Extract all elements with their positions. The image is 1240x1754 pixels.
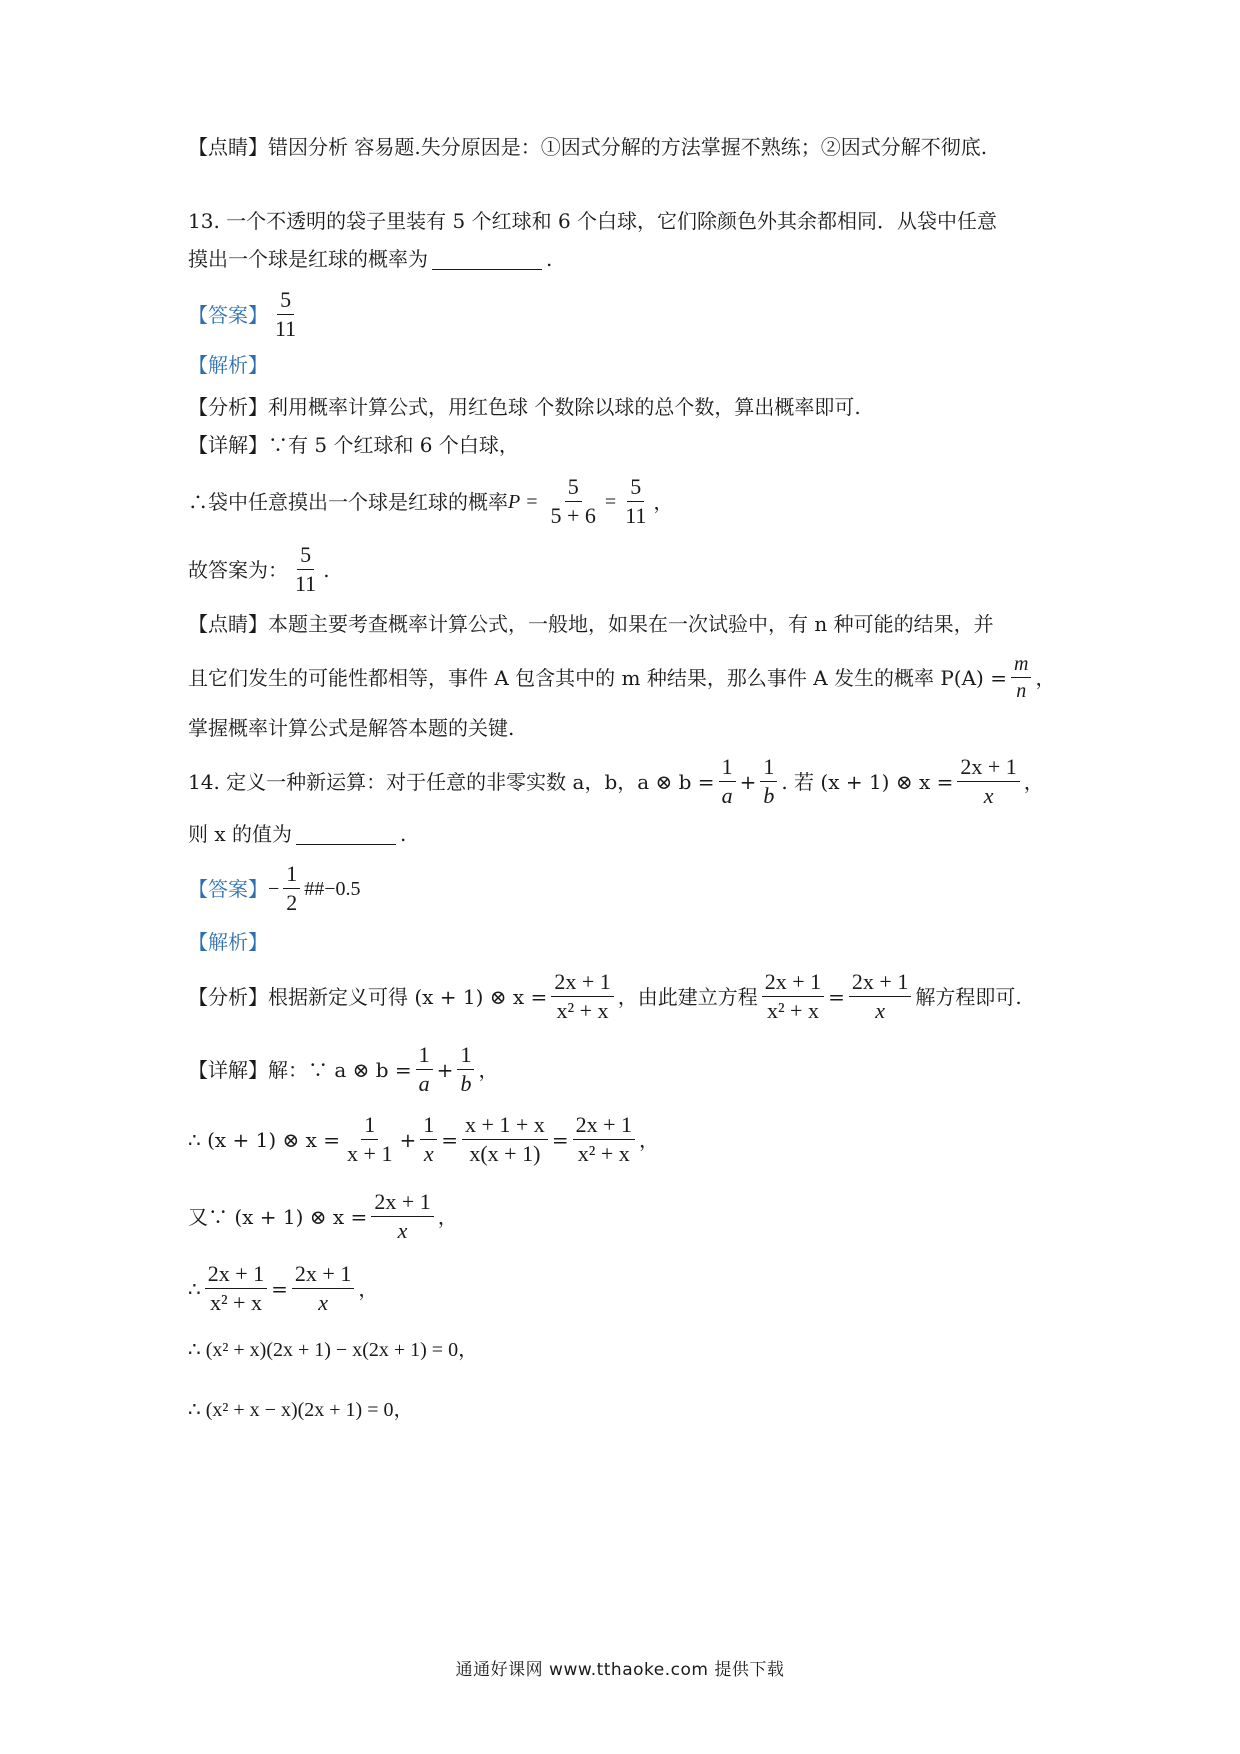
analysis-13 <box>188 395 861 419</box>
fraction: $\frac{2x + 1}{\text{x² + x}}$ <box>573 1113 635 1166</box>
fraction: $\frac{1}{a}$ <box>416 1043 433 1096</box>
tag-xiangjie: 【详解】 <box>188 1057 268 1082</box>
equals: = <box>828 984 845 1009</box>
plus: + <box>436 1057 454 1082</box>
step-3 <box>188 1262 378 1315</box>
answer-blank <box>432 249 542 270</box>
fraction: $\frac{2x + 1}{x}$ <box>957 755 1019 808</box>
detail-text: 解：∵ a ⊗ b = <box>268 1057 412 1082</box>
tag-fenxi: 【分析】 <box>188 984 268 1009</box>
period: . <box>400 822 407 846</box>
step-text: 又∵ (x + 1) ⊗ x = <box>188 1204 368 1229</box>
fraction: $\frac{2x + 1}{\text{x² + x}}$ <box>762 970 824 1023</box>
fraction: $\frac{5}{11}$ <box>295 542 317 597</box>
fraction: $\frac{x + 1 + x}{x(x + 1)}$ <box>462 1113 548 1166</box>
equation-prefix: ∴袋中任意摸出一个球是红球的概率 <box>188 489 508 514</box>
variable-p: P <box>508 490 521 513</box>
question-13-line-1: 13. 一个不透明的袋子里装有 5 个红球和 6 个白球，它们除颜色外其余都相同．从袋中任意 <box>188 209 998 233</box>
point-note-13-line-3: 掌握概率计算公式是解答本题的关键. <box>188 716 515 740</box>
equals: = <box>526 490 538 513</box>
fraction: $\frac{1}{b}$ <box>760 755 777 808</box>
footer-credit: 通通好课网 www.tthaoke.com 提供下载 <box>455 1660 785 1680</box>
fraction: $\frac{1}{b}$ <box>457 1043 474 1096</box>
fraction: $\frac{m}{n}$ <box>1011 653 1031 702</box>
fraction: $\frac{1}{x + 1}$ <box>347 1112 393 1167</box>
equals: = <box>441 1127 458 1152</box>
equation-13 <box>188 475 673 528</box>
equals: = <box>604 490 617 513</box>
fraction: $\frac{2x + 1}{\text{x² + x}}$ <box>205 1262 267 1315</box>
plus: + <box>739 769 757 794</box>
step-text: ∴ <box>188 1276 201 1301</box>
point-note-text: 本题主要考查概率计算公式，一般地，如果在一次试验中，有 n 种可能的结果，并 <box>268 612 994 636</box>
alt-answer: ##−0.5 <box>304 877 361 900</box>
tag-answer: 【答案】 <box>188 876 268 901</box>
question-14-text: . 若 (x + 1) ⊗ x = <box>781 769 954 794</box>
fraction: $\frac{2x + 1}{x}$ <box>371 1190 433 1243</box>
fraction: $\frac{1}{a}$ <box>719 755 736 808</box>
fraction: $\frac{2x + 1}{x}$ <box>292 1262 354 1315</box>
period: . <box>323 557 330 582</box>
point-note-text: 且它们发生的可能性都相等，事件 A 包含其中的 m 种结果，那么事件 A 发生的概率 P(A) = <box>188 665 1007 690</box>
point-note-13-line-1 <box>188 612 994 636</box>
step-5: ∴ (x² + x − x)(2x + 1) = 0， <box>188 1399 414 1421</box>
question-14-text: 则 x 的值为 <box>188 822 292 846</box>
fraction: $\frac{5}{5 + 6}$ <box>550 474 596 529</box>
comma: ， <box>1023 769 1044 794</box>
point-note-text: 错因分析 容易题.失分原因是：①因式分解的方法掌握不熟练；②因式分解不彻底. <box>268 135 988 159</box>
tag-jiexi-13: 【解析】 <box>188 353 268 377</box>
detail-14 <box>188 1043 498 1096</box>
tag-dianjing: 【点睛】 <box>188 612 268 636</box>
fraction: $\frac{5}{11}$ <box>625 474 647 529</box>
comma: ， <box>1035 665 1056 690</box>
conclusion-text: 故答案为： <box>188 557 288 582</box>
fraction: $\frac{2x + 1}{x}$ <box>849 970 911 1023</box>
detail-13 <box>188 433 519 457</box>
fraction: $\frac{1}{x}$ <box>420 1113 437 1166</box>
fraction: $\frac{1}{2}$ <box>283 862 300 915</box>
fraction: $\frac{5}{11}$ <box>275 287 297 342</box>
tag-answer: 【答案】 <box>188 302 268 327</box>
period: . <box>546 247 553 271</box>
comma: ， <box>639 1127 659 1152</box>
equals: = <box>551 1127 569 1152</box>
comma: ， <box>653 489 674 514</box>
plus: + <box>399 1127 417 1152</box>
step-1 <box>188 1113 659 1166</box>
answer-blank <box>296 824 396 845</box>
answer-14 <box>188 862 361 915</box>
step-4: ∴ (x² + x)(2x + 1) − x(2x + 1) = 0， <box>188 1339 479 1361</box>
question-14-line-1 <box>188 755 1044 808</box>
comma: ， <box>437 1204 458 1229</box>
detail-text: ∵有 5 个红球和 6 个白球， <box>268 433 519 457</box>
answer-13 <box>188 288 303 341</box>
tag-jiexi-14: 【解析】 <box>188 930 268 954</box>
comma: ， <box>358 1276 379 1301</box>
analysis-14 <box>188 970 1022 1023</box>
step-2 <box>188 1190 458 1243</box>
tag-xiangjie: 【详解】 <box>188 433 268 457</box>
tag-fenxi: 【分析】 <box>188 395 268 419</box>
point-note-line <box>188 135 987 159</box>
point-note-13-line-2 <box>188 653 1055 702</box>
fraction: $\frac{2x + 1}{\text{x² + x}}$ <box>551 970 613 1023</box>
analysis-text: 根据新定义可得 (x + 1) ⊗ x = <box>268 984 548 1009</box>
question-14-line-2 <box>188 822 406 846</box>
analysis-text: ，由此建立方程 <box>617 984 758 1009</box>
step-text: ∴ (x + 1) ⊗ x = <box>188 1127 341 1152</box>
equals: = <box>271 1276 288 1301</box>
question-13-text: 摸出一个球是红球的概率为 <box>188 247 428 271</box>
analysis-text: 解方程即可. <box>915 984 1022 1009</box>
comma: ， <box>478 1057 499 1082</box>
question-13-line-2 <box>188 247 552 271</box>
analysis-text: 利用概率计算公式，用红色球 个数除以球的总个数，算出概率即可. <box>268 395 861 419</box>
minus: − <box>268 877 280 900</box>
tag-dianjing: 【点睛】 <box>188 135 268 159</box>
question-14-text: 14. 定义一种新运算：对于任意的非零实数 a，b，a ⊗ b = <box>188 769 715 794</box>
conclusion-13 <box>188 543 330 596</box>
